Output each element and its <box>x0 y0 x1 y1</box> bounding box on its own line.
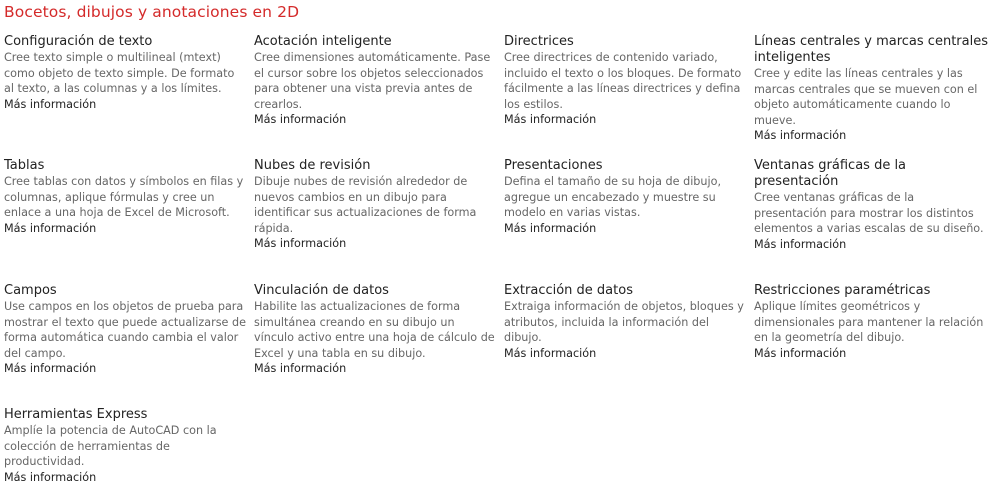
more-info-link[interactable]: Más información <box>754 237 990 253</box>
more-info-link[interactable]: Más información <box>4 361 246 377</box>
card-title: Líneas centrales y marcas centrales inteligentes <box>754 34 990 66</box>
card-title: Vinculación de datos <box>254 283 496 299</box>
feature-card <box>754 283 990 361</box>
card-description: Cree y edite las líneas centrales y las marcas centrales que se mueven con el objeto automáticamente cuando lo mueve. <box>754 66 990 128</box>
card-title: Presentaciones <box>504 158 746 174</box>
more-info-link[interactable]: Más información <box>504 221 746 237</box>
feature-card <box>4 158 246 236</box>
more-info-link[interactable]: Más información <box>754 346 990 362</box>
feature-card <box>4 34 246 112</box>
feature-card <box>504 283 746 361</box>
feature-card <box>254 158 496 252</box>
card-description: Cree directrices de contenido variado, incluido el texto o los bloques. De formato fácilmente a las líneas directrices y defina los estilos. <box>504 50 746 112</box>
more-info-link[interactable]: Más información <box>4 470 246 485</box>
card-description: Habilite las actualizaciones de forma simultánea creando en su dibujo un vínculo activo entre una hoja de cálculo de Excel y una tabla en su dibujo. <box>254 299 496 361</box>
more-info-link[interactable]: Más información <box>254 112 496 128</box>
feature-card <box>4 407 246 485</box>
card-description: Extraiga información de objetos, bloques y atributos, incluida la información del dibujo. <box>504 299 746 346</box>
feature-card <box>254 283 496 377</box>
more-info-link[interactable]: Más información <box>4 221 246 237</box>
more-info-link[interactable]: Más información <box>504 346 746 362</box>
feature-card <box>754 158 990 252</box>
feature-card <box>754 34 990 144</box>
more-info-link[interactable]: Más información <box>4 97 246 113</box>
card-title: Configuración de texto <box>4 34 246 50</box>
card-title: Campos <box>4 283 246 299</box>
card-description: Cree ventanas gráficas de la presentación para mostrar los distintos elementos a varias escalas de su diseño. <box>754 190 990 237</box>
feature-card <box>4 283 246 377</box>
card-title: Extracción de datos <box>504 283 746 299</box>
card-description: Amplíe la potencia de AutoCAD con la colección de herramientas de productividad. <box>4 423 246 470</box>
card-description: Cree texto simple o multilineal (mtext) como objeto de texto simple. De formato al texto, a las columnas y a los límites. <box>4 50 246 97</box>
page-title: Bocetos, dibujos y anotaciones en 2D <box>4 3 299 21</box>
card-title: Nubes de revisión <box>254 158 496 174</box>
card-title: Herramientas Express <box>4 407 246 423</box>
feature-card <box>254 34 496 128</box>
card-description: Cree dimensiones automáticamente. Pase el cursor sobre los objetos seleccionados para obtener una vista previa antes de crearlos. <box>254 50 496 112</box>
feature-card <box>504 34 746 128</box>
more-info-link[interactable]: Más información <box>504 112 746 128</box>
card-description: Cree tablas con datos y símbolos en filas y columnas, aplique fórmulas y cree un enlace a una hoja de Excel de Microsoft. <box>4 174 246 221</box>
card-title: Tablas <box>4 158 246 174</box>
card-title: Acotación inteligente <box>254 34 496 50</box>
card-title: Restricciones paramétricas <box>754 283 990 299</box>
more-info-link[interactable]: Más información <box>254 236 496 252</box>
more-info-link[interactable]: Más información <box>754 128 990 144</box>
card-description: Defina el tamaño de su hoja de dibujo, agregue un encabezado y muestre su modelo en varias vistas. <box>504 174 746 221</box>
card-description: Aplique límites geométricos y dimensionales para mantener la relación en la geometría del dibujo. <box>754 299 990 346</box>
card-title: Directrices <box>504 34 746 50</box>
more-info-link[interactable]: Más información <box>254 361 496 377</box>
card-description: Dibuje nubes de revisión alrededor de nuevos cambios en un dibujo para identificar sus actualizaciones de forma rápida. <box>254 174 496 236</box>
card-title: Ventanas gráficas de la presentación <box>754 158 990 190</box>
feature-card <box>504 158 746 236</box>
card-description: Use campos en los objetos de prueba para mostrar el texto que puede actualizarse de forma automática cuando cambia el valor del campo. <box>4 299 246 361</box>
